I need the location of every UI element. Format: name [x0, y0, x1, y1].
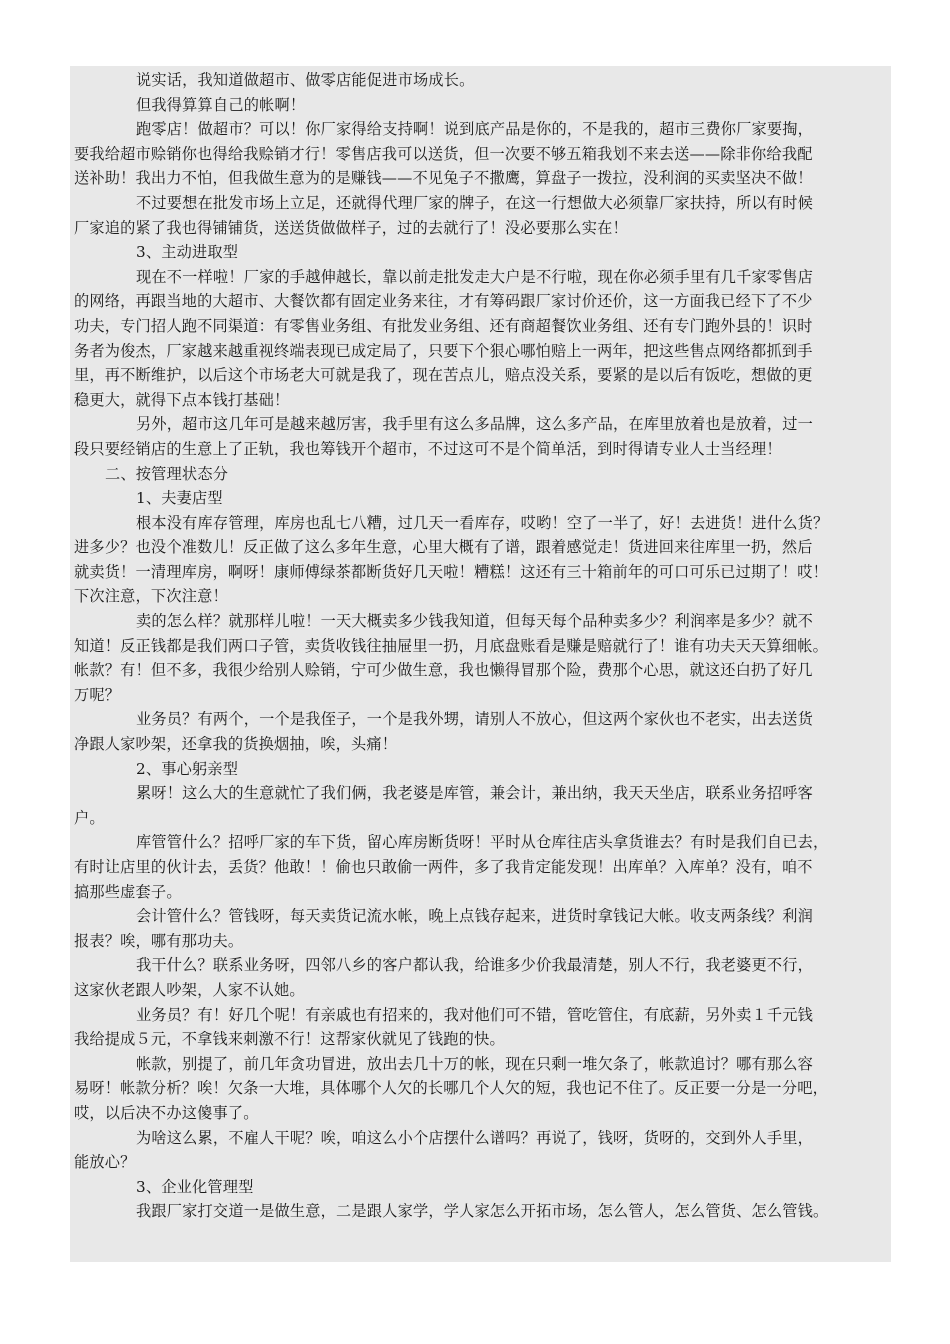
text-line: 根本没有库存管理，库房也乱七八糟，过几天一看库存，哎哟！空了一半了，好！去进货！进什么货？ [136, 513, 829, 532]
text-line: 易呀！帐款分析？唉！欠条一大堆，具体哪个人欠的长哪几个人欠的短，我也记不住了。反正要一分是一分吧， [74, 1079, 828, 1098]
text-line: 进多少？也没个准数儿！反正做了这么多年生意，心里大概有了谱，跟着感觉走！货进回来往库里一扔，然后 [74, 538, 813, 557]
text-line: 二、按管理状态分 [105, 464, 229, 483]
text-line: 就卖货！一清理库房，啊呀！康师傅绿茶都断货好几天啦！糟糕！这还有三十箱前年的可口可乐已过期了！哎！ [74, 562, 828, 581]
text-line: 送补助！我出力不怕，但我做生意为的是赚钱——不见兔子不撒鹰，算盘子一拨拉，没利润的买卖坚决不做！ [74, 169, 813, 188]
text-line: 帐款？有！但不多，我很少给别人赊销，宁可少做生意，我也懒得冒那个险，费那个心思，就这还白扔了好几 [74, 661, 813, 680]
text-line: 户。 [74, 808, 105, 827]
text-line: 净跟人家吵架，还拿我的货换烟抽，唉，头痛！ [74, 735, 398, 754]
text-line: 现在不一样啦！厂家的手越伸越长，靠以前走批发走大户是不行啦，现在你必须手里有几千家零售店 [136, 267, 814, 286]
text-line: 我跟厂家打交道一是做生意，二是跟人家学，学人家怎么开拓市场，怎么管人，怎么管货、怎么管钱。 [136, 1202, 829, 1221]
text-line: 搞那些虚套子。 [74, 882, 182, 901]
text-line: 稳更大，就得下点本钱打基础！ [74, 390, 290, 409]
text-line: 累呀！这么大的生意就忙了我们俩，我老婆是库管，兼会计，兼出纳，我天天坐店，联系业务招呼客 [136, 784, 814, 803]
text-line: 卖的怎么样？就那样儿啦！一天大概卖多少钱我知道，但每天每个品种卖多少？利润率是多少？就不 [136, 612, 814, 631]
text-line: 库管管什么？招呼厂家的车下货，留心库房断货呀！平时从仓库往店头拿货谁去？有时是我们自已去， [136, 833, 829, 852]
text-line: 的网络，再跟当地的大超市、大餐饮都有固定业务来往，才有筹码跟厂家讨价还价，这一方面我已经下了不少 [74, 292, 813, 311]
text-line: 3、企业化管理型 [136, 1177, 254, 1196]
text-line: 段只要经销店的生意上了正轨，我也筹钱开个超市，不过这可不是个简单活，到时得请专业人士当经理！ [74, 439, 782, 458]
text-line: 有时让店里的伙计去，丢货？他敢！！偷也只敢偷一两件，多了我肯定能发现！出库单？入库单？没有，咱不 [74, 858, 813, 876]
text-line: 为啥这么累，不雇人干呢？唉，咱这么小个店摆什么谱吗？再说了，钱呀，货呀的，交到外人手里， [136, 1128, 814, 1147]
text-line: 1、夫妻店型 [136, 489, 223, 508]
text-line: 2、事心躬亲型 [136, 759, 239, 778]
text-line: 另外，超市这几年可是越来越厉害，我手里有这么多品牌，这么多产品，在库里放着也是放着，过一 [136, 415, 814, 434]
text-line: 会计管什么？管钱呀，每天卖货记流水帐，晚上点钱存起来，进货时拿钱记大帐。收支两条线？利润 [136, 907, 814, 926]
text-line: 我干什么？联系业务呀，四邻八乡的客户都认我，给谁多少价我最清楚，别人不行，我老婆更不行， [136, 956, 814, 975]
text-line: 能放心？ [74, 1153, 136, 1172]
text-line: 厂家追的紧了我也得铺铺货，送送货做做样子，过的去就行了！没必要那么实在！ [74, 218, 628, 237]
text-line: 3、主动进取型 [136, 243, 239, 262]
text-line: 我给提成５元，不拿钱来刺激不行！这帮家伙就见了钱跑的快。 [74, 1030, 505, 1049]
text-line: 说实话，我知道做超市、做零店能促进市场成长。 [136, 71, 475, 89]
text-line: 务者为俊杰，厂家越来越重视终端表现已成定局了，只要下个狠心哪怕赔上一两年，把这些售点网络都抓到手 [74, 341, 813, 360]
text-line: 要我给超市赊销你也得给我赊销才行！零售店我可以送货，但一次要不够五箱我划不来去送——除非你给我配 [74, 144, 813, 163]
text-line: 业务员？有两个，一个是我侄子，一个是我外甥，请别人不放心，但这两个家伙也不老实，出去送货 [136, 710, 814, 729]
text-line: 这家伙老跟人吵架，人家不认她。 [74, 980, 305, 999]
text-line: 哎，以后决不办这傻事了。 [74, 1103, 259, 1122]
text-line: 知道！反正钱都是我们两口子管，卖货收钱往抽屉里一扔，月底盘账看是赚是赔就行了！谁有功夫天天算细帐。 [74, 636, 828, 655]
text-line: 跑零店！做超市？可以！你厂家得给支持啊！说到底产品是你的，不是我的，超市三费你厂家要掏， [136, 120, 814, 139]
text-line: 业务员？有！好几个呢！有亲戚也有招来的，我对他们可不错，管吃管住，有底薪，另外卖１千元钱 [136, 1005, 814, 1024]
text-line: 功夫，专门招人跑不同渠道：有零售业务组、有批发业务组、还有商超餐饮业务组、还有专门跑外县的！识时 [74, 316, 813, 335]
text-line: 报表？唉，哪有那功夫。 [74, 931, 244, 950]
text-line: 帐款，别提了，前几年贪功冒进，放出去几十万的帐，现在只剩一堆欠条了，帐款追讨？哪有那么容 [136, 1054, 814, 1073]
text-line: 但我得算算自己的帐啊！ [136, 95, 306, 114]
text-line: 下次注意，下次注意！ [74, 587, 228, 606]
text-line: 里，再不断维护，以后这个市场老大可就是我了，现在苦点儿，赔点没关系，要紧的是以后有饭吃，想做的更 [74, 366, 813, 385]
text-line: 不过要想在批发市场上立足，还就得代理厂家的牌子，在这一行想做大必须靠厂家扶持，所以有时候 [136, 193, 814, 212]
text-line: 万呢？ [74, 685, 121, 704]
document-page [70, 66, 891, 1262]
